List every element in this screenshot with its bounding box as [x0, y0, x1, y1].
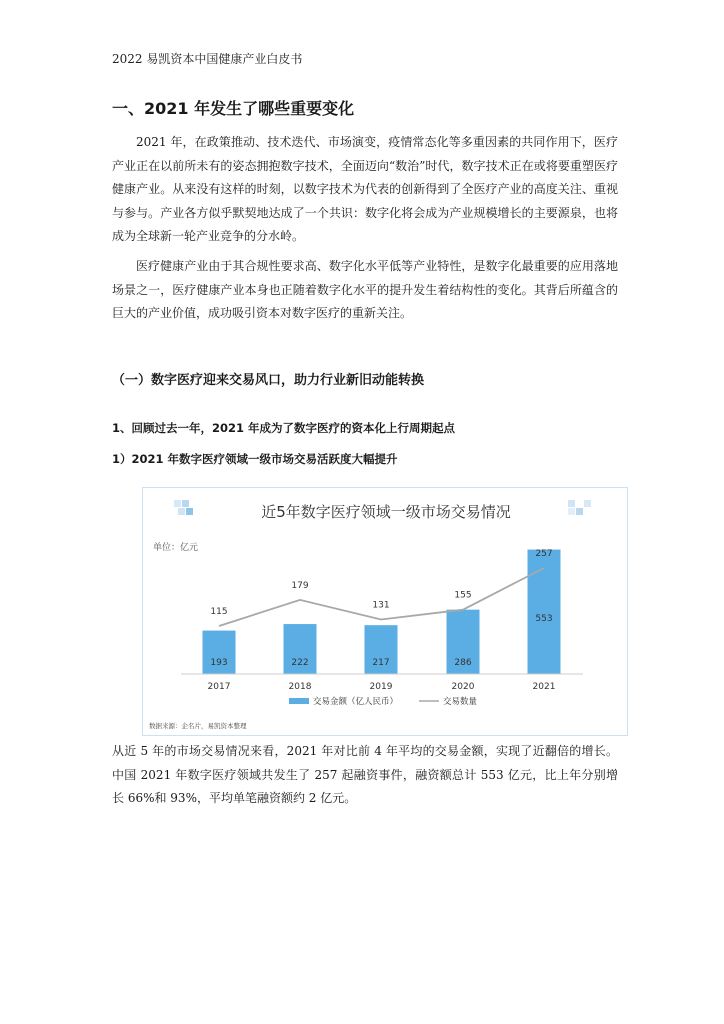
legend-swatch-bar — [289, 698, 309, 704]
subsection-title: （一）数字医疗迎来交易风口，助力行业新旧动能转换 — [112, 373, 425, 388]
line-value-label: 257 — [535, 549, 553, 559]
line-value-label: 115 — [210, 607, 228, 617]
line-value-label: 131 — [372, 600, 390, 611]
point-heading: 1、回顾过去一年，2021 年成为了数字医疗的资本化上行周期起点 — [112, 421, 456, 435]
paragraph-analysis: 从近 5 年的市场交易情况来看，2021 年对比前 4 年平均的交易金额，实现了近翻倍的增长。中国 2021 年数字医疗领域共发生了 257 起融资事件，融资额总计 553 亿元，比上年分别增长 66%和 93%，平均单笔融资额约 2 亿元。 — [112, 744, 618, 806]
bar-value-label: 553 — [535, 613, 553, 624]
decorative-square — [584, 500, 591, 507]
bar-value-label: 193 — [210, 658, 228, 668]
decorative-square — [186, 508, 193, 515]
chart-title: 近5年数字医疗领域一级市场交易情况 — [261, 503, 511, 521]
paragraph-intro: 2021 年，在政策推动、技术迭代、市场演变，疫情常态化等多重因素的共同作用下，医疗产业正在以前所未有的姿态拥抱数字技术，全面迈向“数治”时代，数字技术正在或将要重塑医疗健康产业。从来没有这样的时刻，以数字技术为代表的创新得到了全医疗产业的高度关注、重视与参与。产业各方似乎默契地达成了一个共识：数字化将会成为产业规模增长的主要源泉，也将成为全球新一轮产业竞争的分水岭。 — [112, 135, 618, 244]
bar-value-label: 286 — [454, 658, 472, 668]
decorative-square — [568, 508, 575, 515]
bar-value-label: 222 — [291, 658, 309, 668]
x-tick-label: 2021 — [532, 682, 556, 692]
chart-figure — [142, 487, 628, 736]
x-tick-label: 2017 — [207, 682, 231, 692]
decorative-square — [174, 500, 181, 507]
line-series-deals — [219, 568, 544, 626]
line-value-label: 179 — [291, 580, 309, 591]
line-value-label: 155 — [454, 590, 472, 601]
x-tick-label: 2018 — [288, 682, 312, 692]
decorative-square — [178, 508, 185, 515]
legend-label-bar: 交易金额（亿人民币） — [313, 697, 399, 707]
x-tick-label: 2019 — [369, 682, 393, 692]
decorative-square — [576, 508, 583, 515]
decorative-square — [568, 500, 575, 507]
page-header: 2022 易凯资本中国健康产业白皮书 — [112, 52, 303, 66]
x-tick-label: 2020 — [451, 682, 475, 692]
decorative-square — [182, 500, 189, 507]
sub-point-heading: 1）2021 年数字医疗领域一级市场交易活跃度大幅提升 — [112, 452, 398, 466]
section-title: 一、2021 年发生了哪些重要变化 — [112, 99, 355, 118]
paragraph-industry: 医疗健康产业由于其合规性要求高、数字化水平低等产业特性，是数字化最重要的应用落地场景之一，医疗健康产业本身也正随着数字化水平的提升发生着结构性的变化。其背后所蕴含的巨大的产业价值，成功吸引资本对数字医疗的重新关注。 — [112, 259, 618, 321]
bar-value-label: 217 — [372, 658, 390, 668]
chart-unit-label: 单位：亿元 — [153, 543, 199, 553]
chart-svg — [143, 488, 629, 737]
chart-source: 数据来源：企名片，易凯资本整理 — [149, 722, 247, 730]
legend-label-line: 交易数量 — [443, 697, 478, 707]
